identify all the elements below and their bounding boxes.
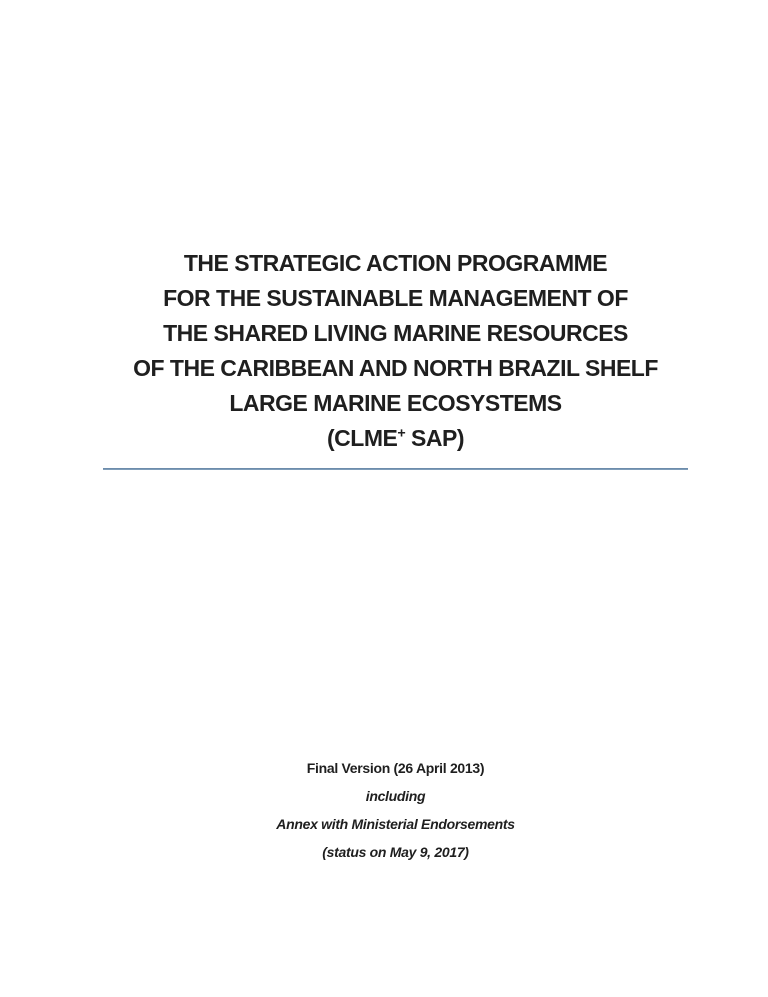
title-line-1: THE STRATEGIC ACTION PROGRAMME xyxy=(183,250,608,276)
title-line-2: FOR THE SUSTAINABLE MANAGEMENT OF xyxy=(163,285,628,311)
title-acronym-line xyxy=(103,421,688,456)
version-line-including: including xyxy=(365,788,426,804)
acronym-suffix: SAP) xyxy=(405,425,464,451)
version-line-final: Final Version (26 April 2013) xyxy=(306,760,485,776)
title-line-4: OF THE CARIBBEAN AND NORTH BRAZIL SHELF xyxy=(133,355,658,381)
title-line-5: LARGE MARINE ECOSYSTEMS xyxy=(229,390,562,416)
version-line-status: (status on May 9, 2017) xyxy=(322,844,469,860)
title-underline-rule xyxy=(103,468,688,470)
acronym-superscript-plus: + xyxy=(397,425,406,442)
document-title xyxy=(103,246,688,456)
version-block xyxy=(103,754,688,866)
acronym-prefix: (CLME xyxy=(327,425,398,451)
version-line-annex: Annex with Ministerial Endorsements xyxy=(276,816,515,832)
title-line-3: THE SHARED LIVING MARINE RESOURCES xyxy=(163,320,628,346)
